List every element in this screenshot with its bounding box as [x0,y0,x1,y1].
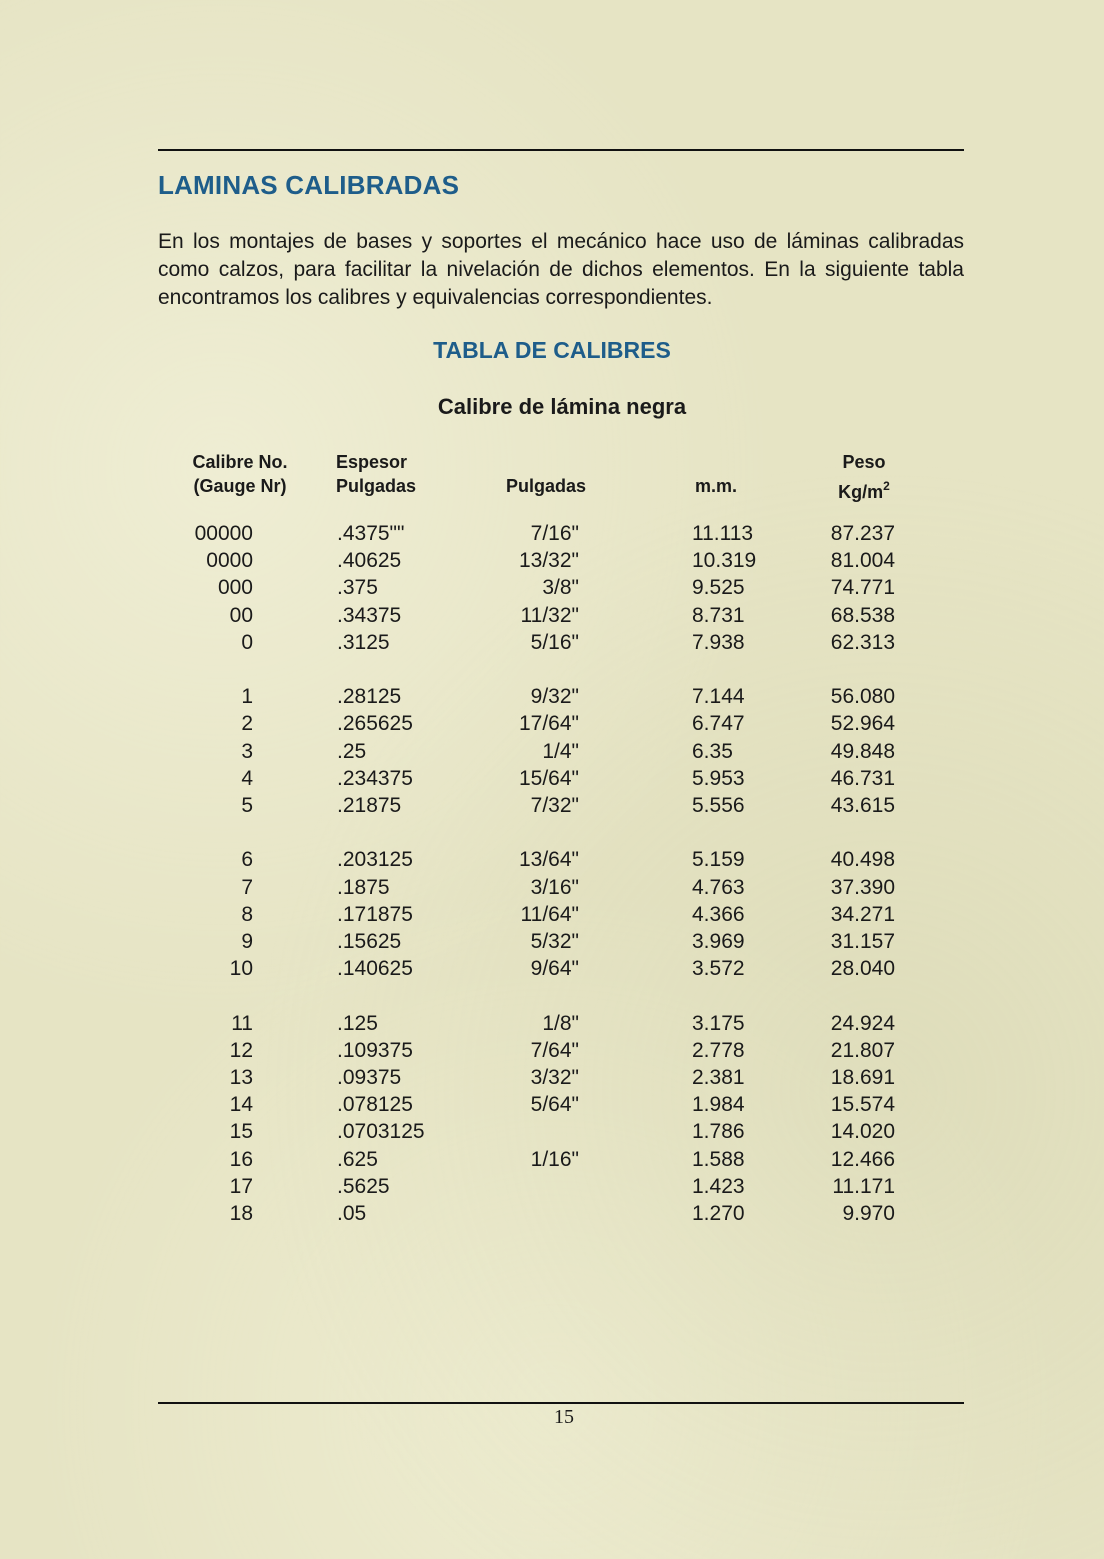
cell-peso: 11.171 [832,1174,895,1198]
cell-espesor: .09375 [337,1066,402,1089]
cell-espesor: .109375 [337,1038,413,1062]
header-peso-exponent: 2 [883,479,890,493]
cell-espesor: .4375"" [337,522,405,545]
section-heading: LAMINAS CALIBRADAS [158,170,460,200]
cell-peso: 37.390 [830,875,895,899]
cell-peso: 31.157 [830,930,895,953]
cell-mm: 2.381 [692,1066,745,1089]
cell-mm: 6.747 [692,712,745,736]
cell-calibre: 5 [241,794,253,817]
cell-espesor: .265625 [337,712,413,736]
cell-pulgadas: 1/4" [542,739,579,763]
top-divider [158,149,964,151]
cell-espesor: .15625 [337,930,402,953]
cell-calibre: 0 [241,630,253,654]
cell-mm: 9.525 [692,576,745,600]
header-espesor-line1: Espesor [336,452,408,472]
cell-pulgadas: 3/16" [530,875,579,899]
cell-espesor: .5625 [337,1174,390,1198]
table-row [0,928,1104,955]
cell-pulgadas: 5/16" [530,630,579,654]
cell-pulgadas: 9/32" [530,685,579,709]
cell-mm: 6.35 [692,739,733,763]
cell-mm: 4.763 [692,875,745,899]
table-row [0,602,1104,629]
cell-calibre: 17 [229,1174,253,1198]
cell-espesor: .40625 [337,549,402,573]
cell-peso: 68.538 [830,603,895,627]
cell-espesor: .140625 [337,957,413,981]
cell-calibre: 3 [241,739,253,763]
cell-calibre: 1 [241,685,253,709]
cell-espesor: .28125 [337,685,402,709]
cell-espesor: .234375 [337,766,413,790]
header-calibre-line1: Calibre No. [192,452,288,472]
cell-calibre: 14 [229,1093,253,1117]
table-row [0,710,1104,737]
cell-pulgadas: 1/8" [542,1011,579,1035]
cell-mm: 1.423 [692,1174,745,1198]
header-calibre-line2: (Gauge Nr) [193,476,287,496]
cell-peso: 56.080 [830,685,895,709]
table-row [0,683,1104,710]
cell-pulgadas: 3/32" [530,1066,579,1089]
header-pulgadas: Pulgadas [505,476,587,496]
cell-peso: 74.771 [830,576,895,600]
cell-peso: 21.807 [830,1038,895,1062]
cell-mm: 3.175 [692,1011,745,1035]
cell-calibre: 00 [229,603,253,627]
cell-peso: 62.313 [830,630,895,654]
cell-peso: 24.924 [830,1011,895,1035]
table-subtitle: Calibre de lámina negra [437,394,687,419]
header-calibre [180,450,300,498]
cell-pulgadas: 5/64" [530,1093,579,1117]
header-peso [808,450,920,504]
table-row [0,547,1104,574]
cell-pulgadas: 7/32" [530,794,579,817]
cell-peso: 15.574 [830,1093,895,1117]
cell-mm: 7.144 [692,685,745,709]
cell-mm: 8.731 [692,603,745,627]
table-row [0,738,1104,765]
header-peso-unit: Kg/m [838,482,884,502]
cell-calibre: 2 [241,712,253,736]
cell-calibre: 9 [241,930,253,953]
cell-espesor: .34375 [337,603,402,627]
cell-pulgadas: 9/64" [530,957,579,981]
cell-pulgadas: 17/64" [518,712,579,736]
cell-calibre: 15 [229,1120,253,1144]
cell-calibre: 8 [241,902,253,926]
cell-pulgadas: 1/16" [530,1147,579,1171]
cell-calibre: 16 [229,1147,253,1171]
cell-espesor: .125 [337,1011,378,1035]
table-row [0,1091,1104,1118]
cell-pulgadas: 13/32" [518,549,579,573]
table-row [0,1037,1104,1064]
table-row [0,846,1104,873]
table-row [0,901,1104,928]
cell-pulgadas: 5/32" [530,930,579,953]
cell-pulgadas: 13/64" [518,848,579,872]
cell-calibre: 7 [241,875,253,899]
table-row [0,629,1104,656]
cell-peso: 87.237 [830,522,895,545]
cell-peso: 40.498 [830,848,895,872]
cell-peso: 18.691 [830,1066,895,1089]
cell-calibre: 13 [229,1066,253,1089]
cell-mm: 1.984 [692,1093,745,1117]
cell-pulgadas: 11/64" [520,902,579,926]
gauge-table-body [0,520,1104,1240]
cell-espesor: .375 [337,576,378,600]
page-number: 15 [554,1406,574,1428]
cell-peso: 49.848 [830,739,895,763]
cell-mm: 10.319 [692,549,757,573]
cell-calibre: 10 [229,957,253,981]
table-row [0,1010,1104,1037]
cell-mm: 5.159 [692,848,745,872]
cell-espesor: .625 [337,1147,378,1171]
cell-calibre: 18 [229,1202,253,1225]
table-row [0,520,1104,547]
table-row [0,1173,1104,1200]
cell-pulgadas: 11/32" [520,603,579,627]
cell-espesor: .171875 [337,902,413,926]
cell-mm: 1.786 [692,1120,745,1144]
cell-calibre: 000 [217,576,253,600]
table-row [0,765,1104,792]
table-row [0,955,1104,982]
table-row [0,874,1104,901]
cell-mm: 7.938 [692,630,745,654]
cell-mm: 3.572 [692,957,745,981]
cell-calibre: 6 [241,848,253,872]
cell-peso: 28.040 [830,957,895,981]
cell-peso: 81.004 [830,549,895,573]
cell-pulgadas: 7/16" [530,522,579,545]
cell-espesor: .203125 [337,848,413,872]
cell-pulgadas: 7/64" [530,1038,579,1062]
cell-mm: 1.270 [692,1202,745,1225]
cell-pulgadas: 15/64" [518,766,579,790]
header-peso-line1: Peso [842,452,886,472]
cell-calibre: 11 [231,1011,253,1035]
cell-peso: 9.970 [842,1202,895,1225]
header-espesor-line2: Pulgadas [336,476,417,496]
table-row [0,1146,1104,1173]
cell-peso: 46.731 [830,766,895,790]
table-row [0,1200,1104,1227]
cell-espesor: .21875 [337,794,402,817]
cell-mm: 3.969 [692,930,745,953]
intro-paragraph: En los montajes de bases y soportes el mecánico hace uso de láminas calibradas como calzos, para facilitar la nivelación de dichos elementos. En la siguiente tabla encontramos los calibres y equivalencias correspondientes. [158,230,964,309]
cell-espesor: .3125 [337,630,390,654]
cell-calibre: 4 [241,766,253,790]
cell-peso: 12.466 [830,1147,895,1171]
cell-espesor: .25 [337,739,367,763]
cell-mm: 4.366 [692,902,745,926]
cell-pulgadas: 3/8" [542,576,579,600]
table-row [0,574,1104,601]
cell-mm: 5.953 [692,766,745,790]
cell-peso: 14.020 [830,1120,895,1144]
cell-mm: 1.588 [692,1147,745,1171]
cell-mm: 5.556 [692,794,745,817]
table-row [0,792,1104,819]
table-title: TABLA DE CALIBRES [433,337,671,363]
cell-espesor: .0703125 [337,1120,425,1144]
bottom-divider [158,1402,964,1404]
cell-calibre: 0000 [206,549,253,573]
cell-mm: 11.113 [692,522,754,545]
cell-peso: 34.271 [830,902,895,926]
cell-calibre: 12 [229,1038,253,1062]
cell-peso: 52.964 [830,712,895,736]
header-espesor [336,450,416,498]
table-row [0,1064,1104,1091]
cell-espesor: .078125 [337,1093,413,1117]
table-row [0,1118,1104,1145]
cell-espesor: .05 [337,1202,367,1225]
cell-mm: 2.778 [692,1038,745,1062]
cell-espesor: .1875 [337,875,390,899]
header-mm: m.m. [694,476,737,496]
header-peso-line2 [808,474,920,504]
cell-peso: 43.615 [830,794,895,817]
cell-calibre: 00000 [194,522,253,545]
